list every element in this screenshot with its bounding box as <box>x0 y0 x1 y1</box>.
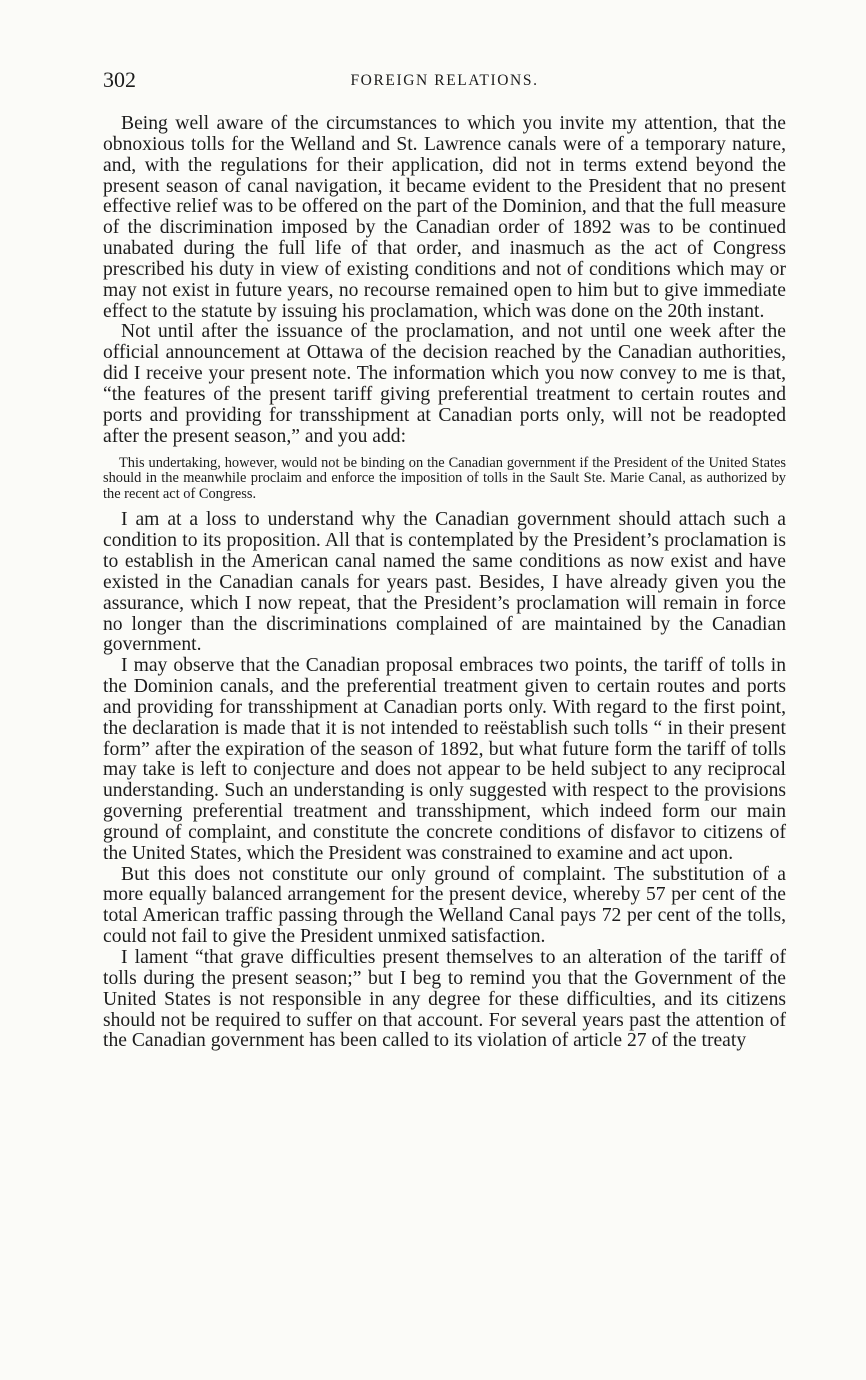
paragraph-awareness: Being well aware of the circumstances to which you invite my attention, that the obnoxious tolls for the Welland and St. Lawrence canals were of a temporary nature, and, with the regulations for their application, did not in terms extend beyond the present season of canal navigation, it became evident to the President that no present effective relief was to be offered on the part of the Dominion, and that the full measure of the discrimination imposed by the Canadian order of 1892 was to be continued unabated during the full life of that order, and inasmuch as the act of Congress prescribed his duty in view of existing conditions and not of conditions which may or may not exist in future years, no recourse remained open to him but to give immediate effect to the statute by issuing his proclamation, which was done on the 20th instant. <box>103 113 786 322</box>
paragraph-complaint: But this does not constitute our only ground of complaint. The substitution of a more equally balanced arrangement for the present device, whereby 57 per cent of the total American traffic passing through the Welland Canal pays 72 per cent of the tolls, could not fail to give the President unmixed satisfaction. <box>103 863 786 948</box>
page-number: 302 <box>103 67 136 92</box>
paragraph-two-points: I may observe that the Canadian proposal embraces two points, the tariff of tolls in the Dominion canals, and the preferential treatment given to certain routes and ports and providing for transshipment at Canadian ports only. With regard to the first point, the declaration is made that it is not intended to reëstablish such tolls “ in their present form” after the expiration of the season of 1892, but what future form the tariff of tolls may take is left to conjecture and does not appear to be held subject to any reciprocal understanding. Such an understanding is only suggested with respect to the provisions governing preferential treatment and transshipment, which indeed form our main ground of complaint, and constitute the concrete conditions of disfavor to citizens of the United States, which the President was constrained to examine and act upon. <box>103 655 786 864</box>
paragraph-note-received: Not until after the issuance of the proclamation, and not until one week after the official announcement at Ottawa of the decision reached by the Canadian authorities, did I receive your present note. The information which you now convey to me is that, “the features of the present tariff giving preferential treatment to certain routes and ports and providing for transshipment at Canadian ports only, will not be readopted after the present season,” and you add: <box>103 321 786 447</box>
block-quote: This undertaking, however, would not be binding on the Canadian government if the President of the United States should in the meanwhile proclaim and enforce the imposition of tolls in the Sault Ste. Marie Canal, as authorized by the recent act of Congress. <box>103 454 786 502</box>
paragraph-condition: I am at a loss to understand why the Canadian government should attach such a condition to its proposition. All that is contemplated by the President’s proclamation is to establish in the American canal named the same conditions as now exist and have existed in the Canadian canals for years past. Besides, I have already given you the assurance, which I now repeat, that the President’s proclamation will remain in force no longer than the discriminations complained of are maintained by the Canadian government. <box>103 509 786 656</box>
paragraph-difficulties: I lament “that grave difficulties present themselves to an alteration of the tariff of tolls during the present season;” but I beg to remind you that the Government of the United States is not responsible in any degree for these difficulties, and its citizens should not be required to suffer on that account. For several years past the attention of the Canadian government has been called to its violation of article 27 of the treaty <box>103 947 786 1052</box>
page-header <box>103 66 786 96</box>
body-text <box>103 114 786 1052</box>
running-head: FOREIGN RELATIONS. <box>350 72 539 89</box>
